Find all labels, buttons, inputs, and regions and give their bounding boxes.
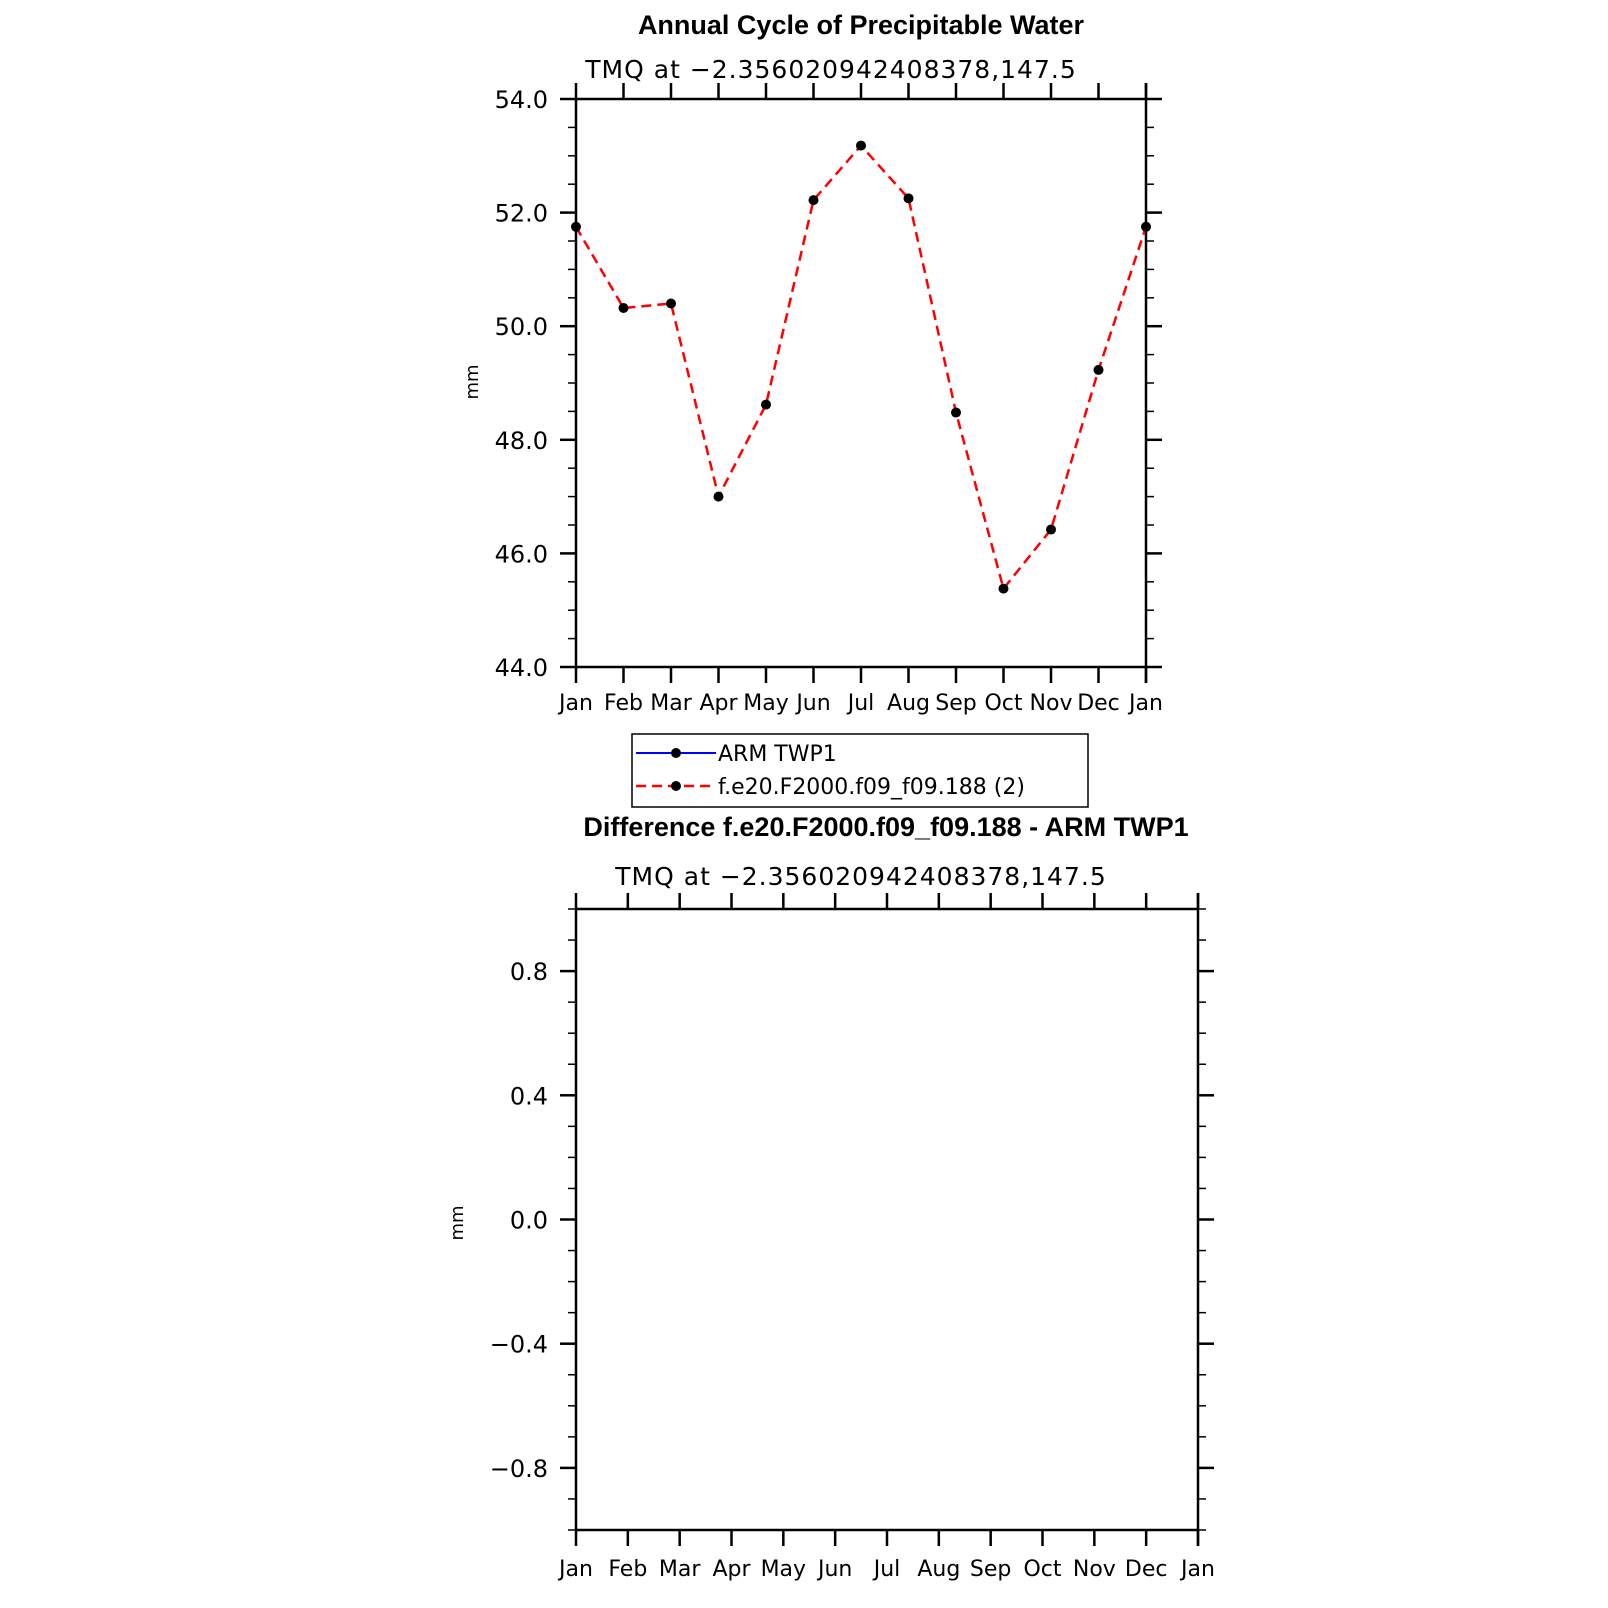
x-tick-label: Aug xyxy=(917,1557,961,1582)
y-tick-label: 0.0 xyxy=(509,1206,548,1235)
chart-subtitle: TMQ at −2.356020942408378,147.5 xyxy=(585,55,1077,84)
series-layer xyxy=(571,141,1151,594)
x-tick-label: Jul xyxy=(873,1557,901,1582)
x-tick-label: Jan xyxy=(559,1557,593,1582)
chart-title: Difference f.e20.F2000.f09_f09.188 - ARM TWP1 xyxy=(583,812,1189,842)
data-point xyxy=(666,298,676,308)
x-tick-label: Jun xyxy=(796,691,831,716)
data-point xyxy=(619,303,629,313)
legend-label-model: f.e20.F2000.f09_f09.188 (2) xyxy=(718,775,1025,800)
difference-chart xyxy=(447,812,1215,1582)
y-tick-label: 52.0 xyxy=(494,199,548,228)
y-tick-label: −0.4 xyxy=(489,1330,548,1359)
x-tick-label: Sep xyxy=(935,691,977,716)
chart-subtitle: TMQ at −2.356020942408378,147.5 xyxy=(615,862,1107,891)
legend-marker-model xyxy=(671,781,681,791)
chart-title: Annual Cycle of Precipitable Water xyxy=(637,10,1085,40)
x-tick-label: Nov xyxy=(1029,691,1073,716)
x-tick-label: Mar xyxy=(658,1557,701,1582)
y-axis-label: mm xyxy=(462,364,483,400)
data-point xyxy=(1046,525,1056,535)
y-tick-label: 48.0 xyxy=(494,426,548,455)
x-tick-label: Dec xyxy=(1077,691,1120,716)
y-tick-label: 54.0 xyxy=(494,86,548,114)
data-point xyxy=(761,400,771,410)
data-point xyxy=(951,408,961,418)
data-point xyxy=(1141,222,1151,232)
y-tick-label: 46.0 xyxy=(494,540,548,569)
y-axis-label: mm xyxy=(447,1205,468,1241)
data-point xyxy=(1094,365,1104,375)
x-tick-label: Feb xyxy=(604,691,643,716)
x-tick-label: Oct xyxy=(984,691,1023,716)
y-tick-label: 44.0 xyxy=(494,654,548,682)
x-tick-label: Sep xyxy=(969,1557,1012,1582)
x-tick-label: Aug xyxy=(887,691,930,716)
legend xyxy=(632,734,1088,807)
x-tick-label: Dec xyxy=(1124,1557,1168,1582)
series-line-1 xyxy=(576,146,1146,589)
x-tick-label: Jan xyxy=(559,691,593,716)
x-tick-label: Nov xyxy=(1072,1557,1116,1582)
x-tick-label: Apr xyxy=(699,691,738,716)
y-tick-label: −0.8 xyxy=(489,1454,548,1483)
data-point xyxy=(904,193,914,203)
legend-marker-arm-twp1 xyxy=(671,748,681,758)
precipitable-water-chart xyxy=(462,10,1163,716)
x-tick-label: Apr xyxy=(712,1557,751,1582)
data-point xyxy=(714,492,724,502)
y-tick-label: 50.0 xyxy=(494,313,548,342)
axes-frame xyxy=(490,893,1215,1582)
x-tick-label: Jul xyxy=(847,691,875,716)
x-tick-label: Feb xyxy=(608,1557,648,1582)
x-tick-label: May xyxy=(743,691,789,716)
data-point xyxy=(809,195,819,205)
axes-frame xyxy=(495,83,1163,716)
x-tick-label: Jan xyxy=(1181,1557,1215,1582)
data-point xyxy=(856,141,866,151)
x-tick-label: May xyxy=(760,1557,807,1582)
x-tick-label: Jun xyxy=(817,1557,853,1582)
data-point xyxy=(999,584,1009,594)
x-tick-label: Mar xyxy=(650,691,692,716)
legend-label-arm-twp1: ARM TWP1 xyxy=(718,742,837,767)
x-tick-label: Oct xyxy=(1023,1557,1062,1582)
data-point xyxy=(571,222,581,232)
y-tick-label: 0.4 xyxy=(509,1082,548,1111)
y-tick-label: 0.8 xyxy=(509,958,548,987)
x-tick-label: Jan xyxy=(1129,691,1163,716)
